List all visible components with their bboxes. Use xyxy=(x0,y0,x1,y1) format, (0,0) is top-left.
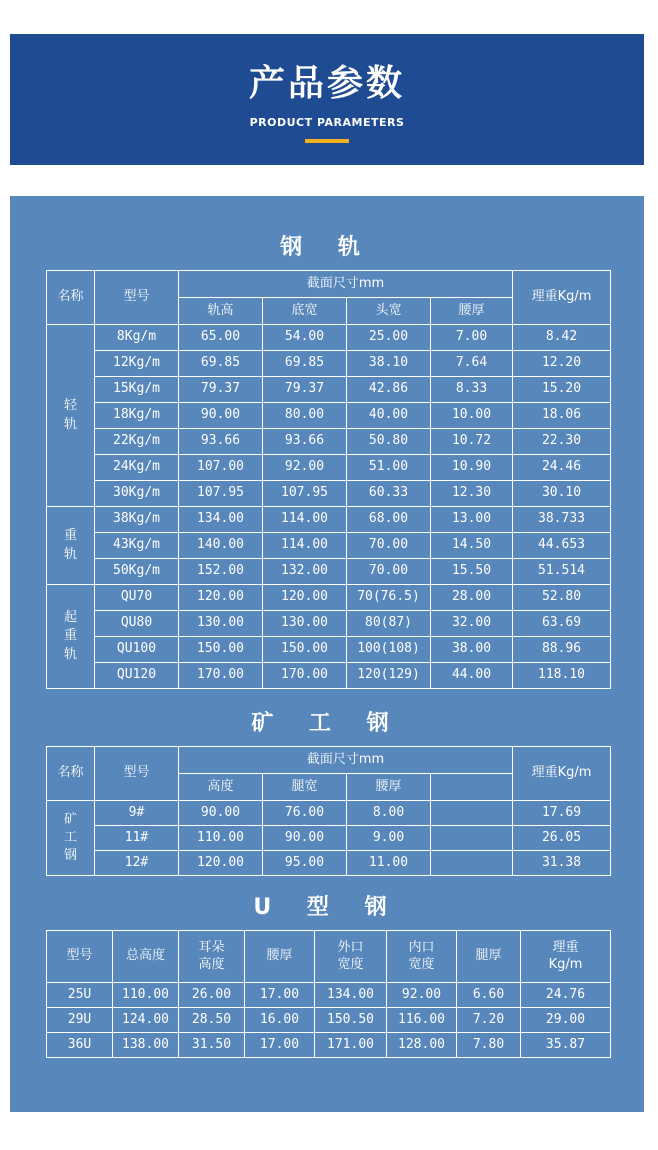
rail-value-cell: 152.00 xyxy=(179,559,263,585)
rail-value-cell: 107.00 xyxy=(179,455,263,481)
mining-empty-cell xyxy=(431,801,513,826)
rail-value-cell: 38.00 xyxy=(431,637,513,663)
mining-value-cell: 90.00 xyxy=(263,826,347,851)
rail-header-head-width: 头宽 xyxy=(347,298,431,325)
rail-value-cell: 134.00 xyxy=(179,507,263,533)
mining-group-name-char: 钢 xyxy=(63,848,77,864)
ushape-value-cell: 110.00 xyxy=(113,983,179,1008)
mining-header-name: 名称 xyxy=(47,747,95,801)
rail-value-cell: 42.86 xyxy=(347,377,431,403)
rail-header-height: 轨高 xyxy=(179,298,263,325)
mining-header-leg-width: 腿宽 xyxy=(263,774,347,801)
table-header-row xyxy=(47,931,611,983)
rail-value-cell: 79.37 xyxy=(263,377,347,403)
table-row xyxy=(47,1008,611,1033)
mining-weight-cell: 17.69 xyxy=(513,801,611,826)
mining-value-cell: 76.00 xyxy=(263,801,347,826)
rail-value-cell: 50.80 xyxy=(347,429,431,455)
rail-value-cell: 18.06 xyxy=(513,403,611,429)
rail-value-cell: 52.80 xyxy=(513,585,611,611)
rail-value-cell: 28.00 xyxy=(431,585,513,611)
rail-value-cell: 60.33 xyxy=(347,481,431,507)
mining-value-cell: 120.00 xyxy=(179,851,263,876)
rail-model-cell: QU100 xyxy=(95,637,179,663)
ushape-value-cell: 17.00 xyxy=(245,983,315,1008)
ushape-value-cell: 124.00 xyxy=(113,1008,179,1033)
table-row xyxy=(47,377,611,403)
ushape-model-cell: 36U xyxy=(47,1033,113,1058)
rail-model-cell: 18Kg/m xyxy=(95,403,179,429)
ushape-header-cell xyxy=(179,931,245,983)
rail-value-cell: 130.00 xyxy=(263,611,347,637)
mining-value-cell: 90.00 xyxy=(179,801,263,826)
table-row xyxy=(47,637,611,663)
rail-value-cell: 70.00 xyxy=(347,559,431,585)
mining-header-section: 截面尺寸mm xyxy=(179,747,513,774)
mining-header-height: 高度 xyxy=(179,774,263,801)
rail-value-cell: 120.00 xyxy=(179,585,263,611)
ushape-value-cell: 92.00 xyxy=(387,983,457,1008)
rail-value-cell: 22.30 xyxy=(513,429,611,455)
mining-header-waist: 腰厚 xyxy=(347,774,431,801)
table-row xyxy=(47,611,611,637)
rail-value-cell: 40.00 xyxy=(347,403,431,429)
mining-value-cell: 8.00 xyxy=(347,801,431,826)
ushape-header-text: 宽度 xyxy=(337,956,364,972)
ushape-table xyxy=(46,930,611,1058)
mining-value-cell: 9.00 xyxy=(347,826,431,851)
rail-header-base-width: 底宽 xyxy=(263,298,347,325)
rail-model-cell: QU70 xyxy=(95,585,179,611)
rail-group-name-char: 重 xyxy=(63,528,77,544)
ushape-model-cell: 29U xyxy=(47,1008,113,1033)
rail-header-section: 截面尺寸mm xyxy=(179,271,513,298)
rail-value-cell: 79.37 xyxy=(179,377,263,403)
rail-value-cell: 114.00 xyxy=(263,507,347,533)
rail-value-cell: 10.00 xyxy=(431,403,513,429)
page-subtitle: PRODUCT PARAMETERS xyxy=(249,116,405,129)
ushape-header-text: 内口 xyxy=(408,940,435,956)
ushape-value-cell: 17.00 xyxy=(245,1033,315,1058)
ushape-header-text: 耳朵 xyxy=(198,940,225,956)
rail-group-name-char: 重 xyxy=(63,628,77,644)
mining-header-model: 型号 xyxy=(95,747,179,801)
table-row xyxy=(47,351,611,377)
rail-value-cell: 100(108) xyxy=(347,637,431,663)
rail-value-cell: 120(129) xyxy=(347,663,431,689)
mining-group-name-char: 工 xyxy=(63,829,77,845)
mining-header-weight: 理重Kg/m xyxy=(513,747,611,801)
rail-value-cell: 44.00 xyxy=(431,663,513,689)
ushape-header-text: 型号 xyxy=(66,948,93,964)
rail-value-cell: 80(87) xyxy=(347,611,431,637)
ushape-header-cell xyxy=(315,931,387,983)
rail-model-cell: 12Kg/m xyxy=(95,351,179,377)
rail-value-cell: 114.00 xyxy=(263,533,347,559)
mining-value-cell: 110.00 xyxy=(179,826,263,851)
ushape-header-cell xyxy=(521,931,611,983)
table-row xyxy=(47,481,611,507)
rail-value-cell: 150.00 xyxy=(179,637,263,663)
table-row xyxy=(47,455,611,481)
rail-value-cell: 30.10 xyxy=(513,481,611,507)
page-title: 产品参数 xyxy=(248,63,405,104)
rail-value-cell: 14.50 xyxy=(431,533,513,559)
rail-value-cell: 38.733 xyxy=(513,507,611,533)
rail-group-name-char: 轨 xyxy=(63,546,77,562)
mining-model-cell: 12# xyxy=(95,851,179,876)
rail-value-cell: 7.64 xyxy=(431,351,513,377)
ushape-value-cell: 31.50 xyxy=(179,1033,245,1058)
rail-value-cell: 70.00 xyxy=(347,533,431,559)
ushape-header-text: 腿厚 xyxy=(475,948,502,964)
mining-value-cell: 95.00 xyxy=(263,851,347,876)
rail-model-cell: 50Kg/m xyxy=(95,559,179,585)
ushape-header-cell xyxy=(47,931,113,983)
rail-value-cell: 8.33 xyxy=(431,377,513,403)
table-row xyxy=(47,1033,611,1058)
rail-table xyxy=(46,270,611,689)
rail-value-cell: 88.96 xyxy=(513,637,611,663)
rail-model-cell: 8Kg/m xyxy=(95,325,179,351)
rail-value-cell: 140.00 xyxy=(179,533,263,559)
rail-value-cell: 15.50 xyxy=(431,559,513,585)
rail-value-cell: 107.95 xyxy=(179,481,263,507)
table-row xyxy=(47,801,611,826)
table-row xyxy=(47,559,611,585)
rail-value-cell: 8.42 xyxy=(513,325,611,351)
rail-value-cell: 10.90 xyxy=(431,455,513,481)
ushape-header-cell xyxy=(113,931,179,983)
ushape-header-text: 高度 xyxy=(198,956,225,972)
mining-weight-cell: 31.38 xyxy=(513,851,611,876)
ushape-value-cell: 171.00 xyxy=(315,1033,387,1058)
rail-value-cell: 63.69 xyxy=(513,611,611,637)
mining-header-blank xyxy=(431,774,513,801)
rail-value-cell: 93.66 xyxy=(179,429,263,455)
rail-value-cell: 90.00 xyxy=(179,403,263,429)
rail-value-cell: 70(76.5) xyxy=(347,585,431,611)
rail-value-cell: 7.00 xyxy=(431,325,513,351)
rail-model-cell: 30Kg/m xyxy=(95,481,179,507)
mining-model-cell: 9# xyxy=(95,801,179,826)
table-row xyxy=(47,533,611,559)
ushape-value-cell: 150.50 xyxy=(315,1008,387,1033)
rail-value-cell: 44.653 xyxy=(513,533,611,559)
rail-value-cell: 69.85 xyxy=(179,351,263,377)
rail-value-cell: 93.66 xyxy=(263,429,347,455)
ushape-value-cell: 128.00 xyxy=(387,1033,457,1058)
mining-model-cell: 11# xyxy=(95,826,179,851)
rail-value-cell: 132.00 xyxy=(263,559,347,585)
rail-value-cell: 24.46 xyxy=(513,455,611,481)
ushape-value-cell: 26.00 xyxy=(179,983,245,1008)
rail-value-cell: 118.10 xyxy=(513,663,611,689)
ushape-value-cell: 7.20 xyxy=(457,1008,521,1033)
ushape-value-cell: 29.00 xyxy=(521,1008,611,1033)
rail-group-name-char: 轨 xyxy=(63,416,77,432)
rail-section-title: 钢 轨 xyxy=(280,235,374,260)
rail-value-cell: 170.00 xyxy=(263,663,347,689)
ushape-value-cell: 28.50 xyxy=(179,1008,245,1033)
table-row xyxy=(47,826,611,851)
table-row xyxy=(47,325,611,351)
rail-model-cell: 22Kg/m xyxy=(95,429,179,455)
rail-value-cell: 15.20 xyxy=(513,377,611,403)
rail-value-cell: 107.95 xyxy=(263,481,347,507)
mining-empty-cell xyxy=(431,851,513,876)
rail-group-name xyxy=(47,585,95,689)
rail-header-weight: 理重Kg/m xyxy=(513,271,611,325)
rail-group-name-char: 轻 xyxy=(63,398,77,414)
rail-value-cell: 69.85 xyxy=(263,351,347,377)
table-row xyxy=(47,983,611,1008)
rail-value-cell: 170.00 xyxy=(179,663,263,689)
rail-value-cell: 12.20 xyxy=(513,351,611,377)
table-row xyxy=(47,851,611,876)
rail-header-waist: 腰厚 xyxy=(431,298,513,325)
ushape-header-text: 总高度 xyxy=(125,948,165,964)
table-row xyxy=(47,663,611,689)
rail-value-cell: 65.00 xyxy=(179,325,263,351)
rail-value-cell: 150.00 xyxy=(263,637,347,663)
rail-model-cell: 24Kg/m xyxy=(95,455,179,481)
rail-header-name: 名称 xyxy=(47,271,95,325)
rail-value-cell: 51.514 xyxy=(513,559,611,585)
ushape-header-text: Kg/m xyxy=(548,956,583,972)
mining-value-cell: 11.00 xyxy=(347,851,431,876)
mining-group-name-char: 矿 xyxy=(63,811,77,827)
rail-header-model: 型号 xyxy=(95,271,179,325)
mining-group-name xyxy=(47,801,95,876)
ushape-header-text: 宽度 xyxy=(408,956,435,972)
rail-value-cell: 120.00 xyxy=(263,585,347,611)
rail-value-cell: 130.00 xyxy=(179,611,263,637)
ushape-section-title: U 型 钢 xyxy=(253,895,401,920)
rail-value-cell: 25.00 xyxy=(347,325,431,351)
mining-table xyxy=(46,746,611,876)
ushape-value-cell: 134.00 xyxy=(315,983,387,1008)
ushape-header-cell xyxy=(245,931,315,983)
rail-value-cell: 12.30 xyxy=(431,481,513,507)
table-row xyxy=(47,507,611,533)
rail-group-name xyxy=(47,325,95,507)
rail-model-cell: 38Kg/m xyxy=(95,507,179,533)
rail-value-cell: 92.00 xyxy=(263,455,347,481)
table-row xyxy=(47,403,611,429)
ushape-header-cell xyxy=(387,931,457,983)
rail-model-cell: 43Kg/m xyxy=(95,533,179,559)
parameters-panel xyxy=(10,196,644,1112)
ushape-header-text: 理重 xyxy=(552,940,579,956)
rail-model-cell: QU120 xyxy=(95,663,179,689)
ushape-value-cell: 35.87 xyxy=(521,1033,611,1058)
rail-value-cell: 68.00 xyxy=(347,507,431,533)
table-row xyxy=(47,429,611,455)
rail-group-name xyxy=(47,507,95,585)
ushape-value-cell: 138.00 xyxy=(113,1033,179,1058)
ushape-value-cell: 16.00 xyxy=(245,1008,315,1033)
ushape-value-cell: 24.76 xyxy=(521,983,611,1008)
rail-group-name-char: 起 xyxy=(63,610,77,626)
rail-value-cell: 80.00 xyxy=(263,403,347,429)
mining-section-title: 矿 工 钢 xyxy=(251,711,403,736)
rail-value-cell: 10.72 xyxy=(431,429,513,455)
rail-value-cell: 51.00 xyxy=(347,455,431,481)
ushape-value-cell: 116.00 xyxy=(387,1008,457,1033)
title-accent-bar xyxy=(305,139,349,143)
ushape-header-text: 腰厚 xyxy=(266,948,293,964)
rail-group-name-char: 轨 xyxy=(63,646,77,662)
mining-empty-cell xyxy=(431,826,513,851)
rail-value-cell: 38.10 xyxy=(347,351,431,377)
rail-value-cell: 54.00 xyxy=(263,325,347,351)
ushape-value-cell: 6.60 xyxy=(457,983,521,1008)
rail-value-cell: 32.00 xyxy=(431,611,513,637)
ushape-header-cell xyxy=(457,931,521,983)
ushape-model-cell: 25U xyxy=(47,983,113,1008)
mining-weight-cell: 26.05 xyxy=(513,826,611,851)
table-row xyxy=(47,585,611,611)
ushape-header-text: 外口 xyxy=(337,940,364,956)
rail-model-cell: 15Kg/m xyxy=(95,377,179,403)
header-banner xyxy=(10,34,644,165)
rail-value-cell: 13.00 xyxy=(431,507,513,533)
ushape-value-cell: 7.80 xyxy=(457,1033,521,1058)
rail-model-cell: QU80 xyxy=(95,611,179,637)
